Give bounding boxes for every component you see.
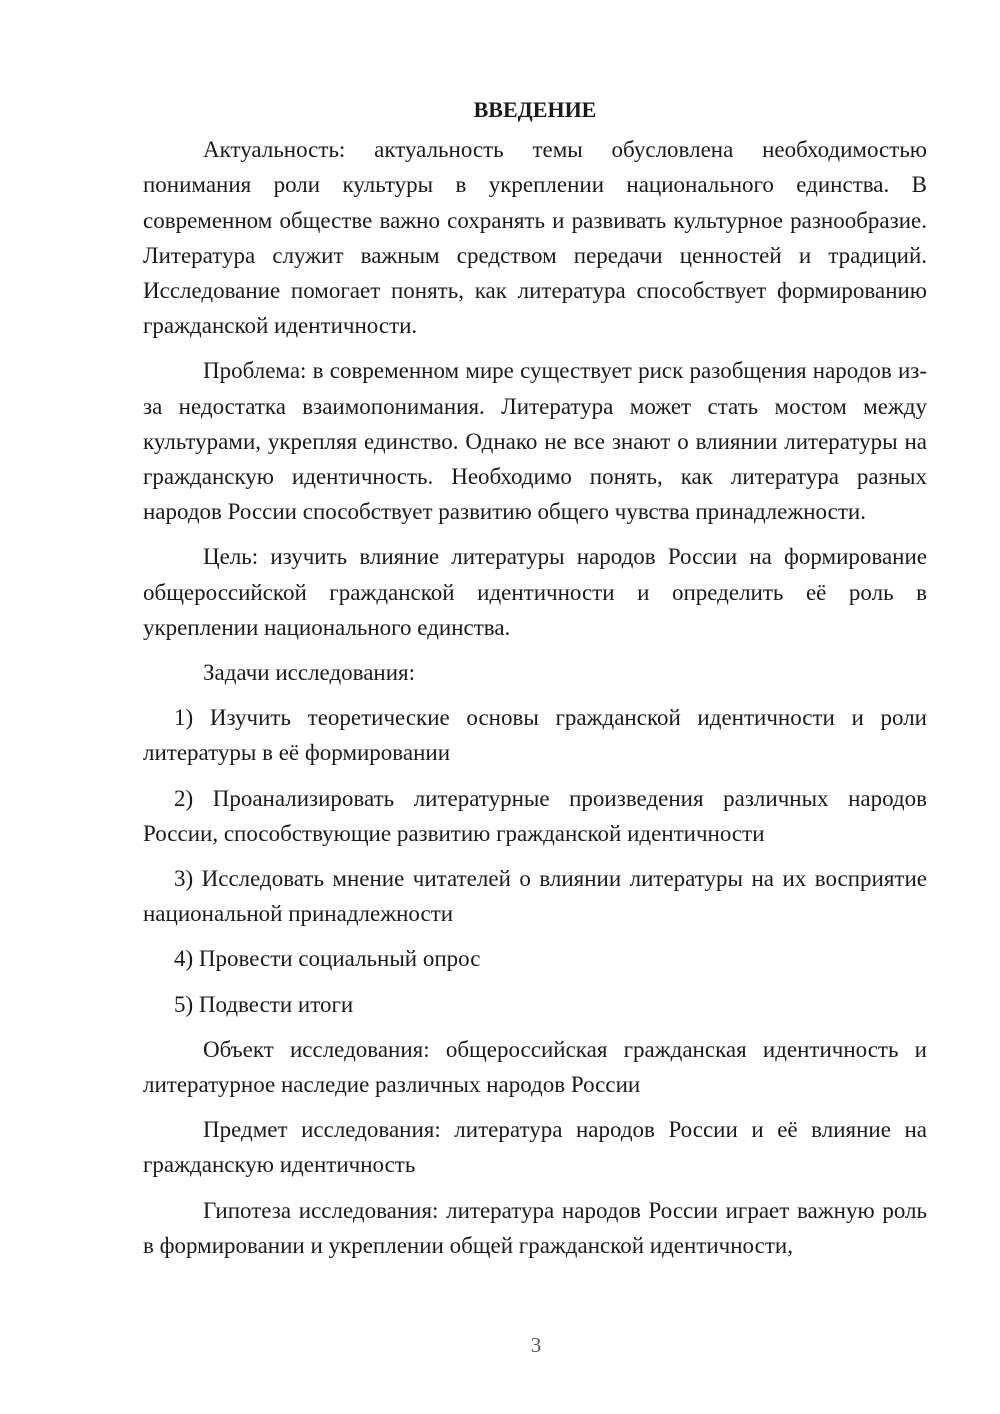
paragraph-object: Объект исследования: общероссийская гражданская идентичность и литературное наследие различных народов России	[143, 1036, 927, 1098]
paragraph-tasks-intro: Задачи исследования:	[203, 660, 416, 686]
paragraph-subject: Предмет исследования: литература народов России и её влияние на гражданскую идентичность	[143, 1117, 927, 1178]
task-item-4: 4) Провести социальный опрос	[174, 946, 481, 972]
paragraph-relevance: Актуальность: актуальность темы обусловлена необходимостью понимания роли культуры в укреплении национального единства. В современном обществе важно сохранять и развивать культурное разнообразие. Литература служит важным средством передачи ценностей и традиций. Исследование помогает понять, как литература способствует формированию гражданской идентичности.	[143, 137, 927, 339]
paragraph-goal: Цель: изучить влияние литературы народов России на формирование общероссийской гражданской идентичности и определить её роль в укреплении национального единства.	[143, 544, 927, 640]
page-content	[143, 92, 927, 1273]
task-item-2: 2) Проанализировать литературные произведения различных народов России, способствующие развитию гражданской идентичности	[143, 785, 927, 846]
paragraph-problem: Проблема: в современном мире существует риск разобщения народов из-за недостатка взаимопонимания. Литература может стать мостом между культурами, укрепляя единство. Однако не все знают о влиянии литературы на гражданскую идентичность. Необходимо понять, как литература разных народов России способствует развитию общего чувства принадлежности.	[143, 358, 927, 525]
task-item-5: 5) Подвести итоги	[174, 991, 354, 1017]
paragraph-hypothesis: Гипотеза исследования: литература народов России играет важную роль в формировании и укреплении общей гражданской идентичности,	[143, 1197, 927, 1258]
page-number: 3	[530, 1333, 542, 1357]
task-item-3: 3) Исследовать мнение читателей о влиянии литературы на их восприятие национальной принадлежности	[143, 866, 927, 927]
task-item-1: 1) Изучить теоретические основы гражданской идентичности и роли литературы в её формировании	[143, 705, 927, 766]
section-heading: ВВЕДЕНИЕ	[473, 97, 597, 122]
